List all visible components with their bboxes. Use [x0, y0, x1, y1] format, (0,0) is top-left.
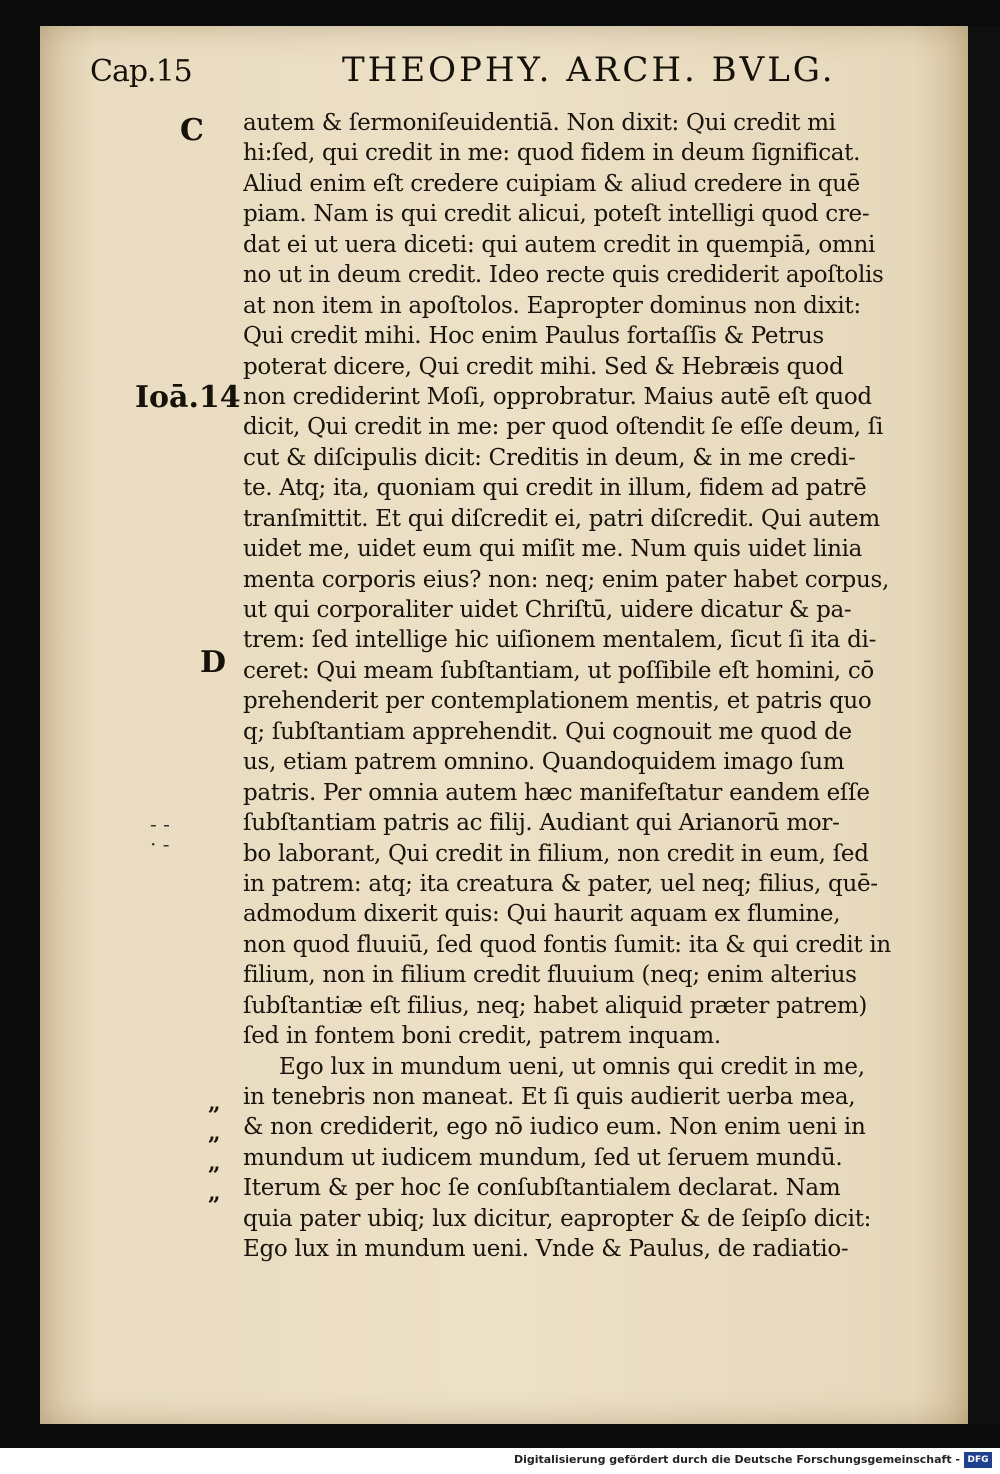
text-line: mundum ut iudicem mundum, ſed ut ſeruem mundū. [243, 1144, 843, 1171]
text-line: Iterum & per hoc ſe conſubſtantialem declarat. Nam [243, 1175, 841, 1202]
text-line: q; ſubſtantiam apprehendit. Qui cognouit me quod de [243, 718, 852, 745]
text-line: menta corporis eius? non: neq; enim pater habet corpus, [243, 566, 890, 593]
margin-section-d: D [200, 645, 227, 680]
text-line: poterat dicere, Qui credit mihi. Sed & Hebræis quod [243, 353, 844, 380]
text-line: patris. Per omnia autem hæc manifeſtatur eandem eſſe [243, 779, 870, 806]
running-title: THEOPHY. ARCH. BVLG. [342, 50, 836, 90]
chapter-number: Cap.15 [90, 54, 192, 89]
text-line: ſubſtantiam patris ac filij. Audiant qui Arianorū mor- [243, 810, 840, 837]
text-line: non quod fluuiū, ſed quod fontis ſumit: ita & qui credit in [243, 931, 891, 958]
text-line: cut & diſcipulis dicit: Creditis in deum, & in me credi- [243, 444, 856, 471]
text-line: ſed in fontem boni credit, patrem inquam. [243, 1023, 721, 1050]
text-line: te. Atq; ita, quoniam qui credit in illum, fidem ad patrē [243, 475, 867, 502]
text-line: ut qui corporaliter uidet Chriſtū, uidere dicatur & pa- [243, 597, 852, 623]
text-line: Aliud enim eſt credere cuipiam & aliud credere in quē [243, 170, 860, 197]
text-line: prehenderit per contemplationem mentis, et patris quo [243, 688, 872, 715]
text-line: ſubſtantiæ eſt filius, neq; habet aliquid præter patrem) [243, 992, 868, 1019]
quote-mark-1: „ [208, 1090, 221, 1116]
body-text [243, 108, 933, 1265]
footer-strip [0, 1448, 1000, 1474]
text-line: us, etiam patrem omnino. Quandoquidem imago ſum [243, 749, 845, 776]
text-line: hi:ſed, qui credit in me: quod fidem in deum ſignificat. [243, 140, 861, 167]
text-line: piam. Nam is qui credit alicui, poteſt intelligi quod cre- [243, 201, 870, 228]
text-line: non crediderint Moſi, opprobratur. Maius autē eſt quod [243, 383, 872, 410]
text-line: dicit, Qui credit in me: per quod oſtendit ſe eſſe deum, ſi [243, 414, 884, 441]
text-line: trem: ſed intellige hic uiſionem mentalem, ſicut ſi ita di- [243, 627, 877, 654]
page-header [90, 48, 870, 108]
text-line: no ut in deum credit. Ideo recte quis crediderit apoſtolis [243, 262, 884, 289]
margin-reference: Ioā.14 [135, 380, 241, 415]
quote-mark-2: „ [208, 1120, 221, 1146]
quote-mark-3: „ [208, 1150, 221, 1176]
text-line: uidet me, uidet eum qui miſit me. Num quis uidet linia [243, 536, 863, 563]
text-line: in tenebris non maneat. Et ſi quis audierit uerba mea, [243, 1084, 856, 1110]
text-line: tranſmittit. Et qui diſcredit ei, patri diſcredit. Qui autem [243, 505, 880, 532]
text-line: in patrem: atq; ita creatura & pater, uel neq; filius, quē- [243, 870, 878, 897]
funding-credit: Digitalisierung gefördert durch die Deutsche Forschungsgemeinschaft - [513, 1453, 960, 1466]
text-line: & non crediderit, ego nō iudico eum. Non enim ueni in [243, 1114, 866, 1141]
text-line: dat ei ut uera diceti: qui autem credit in quempiā, omni [243, 231, 876, 258]
text-line: Qui credit mihi. Hoc enim Paulus fortaſſis & Petrus [243, 323, 824, 350]
text-line: Ego lux in mundum ueni. Vnde & Paulus, de radiatio- [243, 1236, 849, 1263]
margin-section-c: C [180, 113, 204, 148]
text-line: bo laborant, Qui credit in filium, non credit in eum, ſed [243, 840, 869, 867]
scan-edge [968, 26, 1000, 1424]
text-line: ceret: Qui meam ſubſtantiam, ut poſſibile eſt homini, cō [243, 657, 874, 684]
text-line: Ego lux in mundum ueni, ut omnis qui credit in me, [279, 1053, 865, 1080]
text-line: at non item in apoſtolos. Eapropter dominus non dixit: [243, 292, 861, 319]
dfg-logo: DFG [964, 1452, 992, 1468]
quote-mark-4: „ [208, 1180, 221, 1206]
text-line: admodum dixerit quis: Qui haurit aquam ex flumine, [243, 901, 841, 928]
text-line: autem & ſermoniſeuidentiā. Non dixit: Qui credit mi [243, 110, 836, 136]
text-line: quia pater ubiq; lux dicitur, eapropter & de ſeipſo dicit: [243, 1205, 872, 1232]
text-line: filium, non in filium credit fluuium (neq; enim alterius [243, 962, 857, 989]
